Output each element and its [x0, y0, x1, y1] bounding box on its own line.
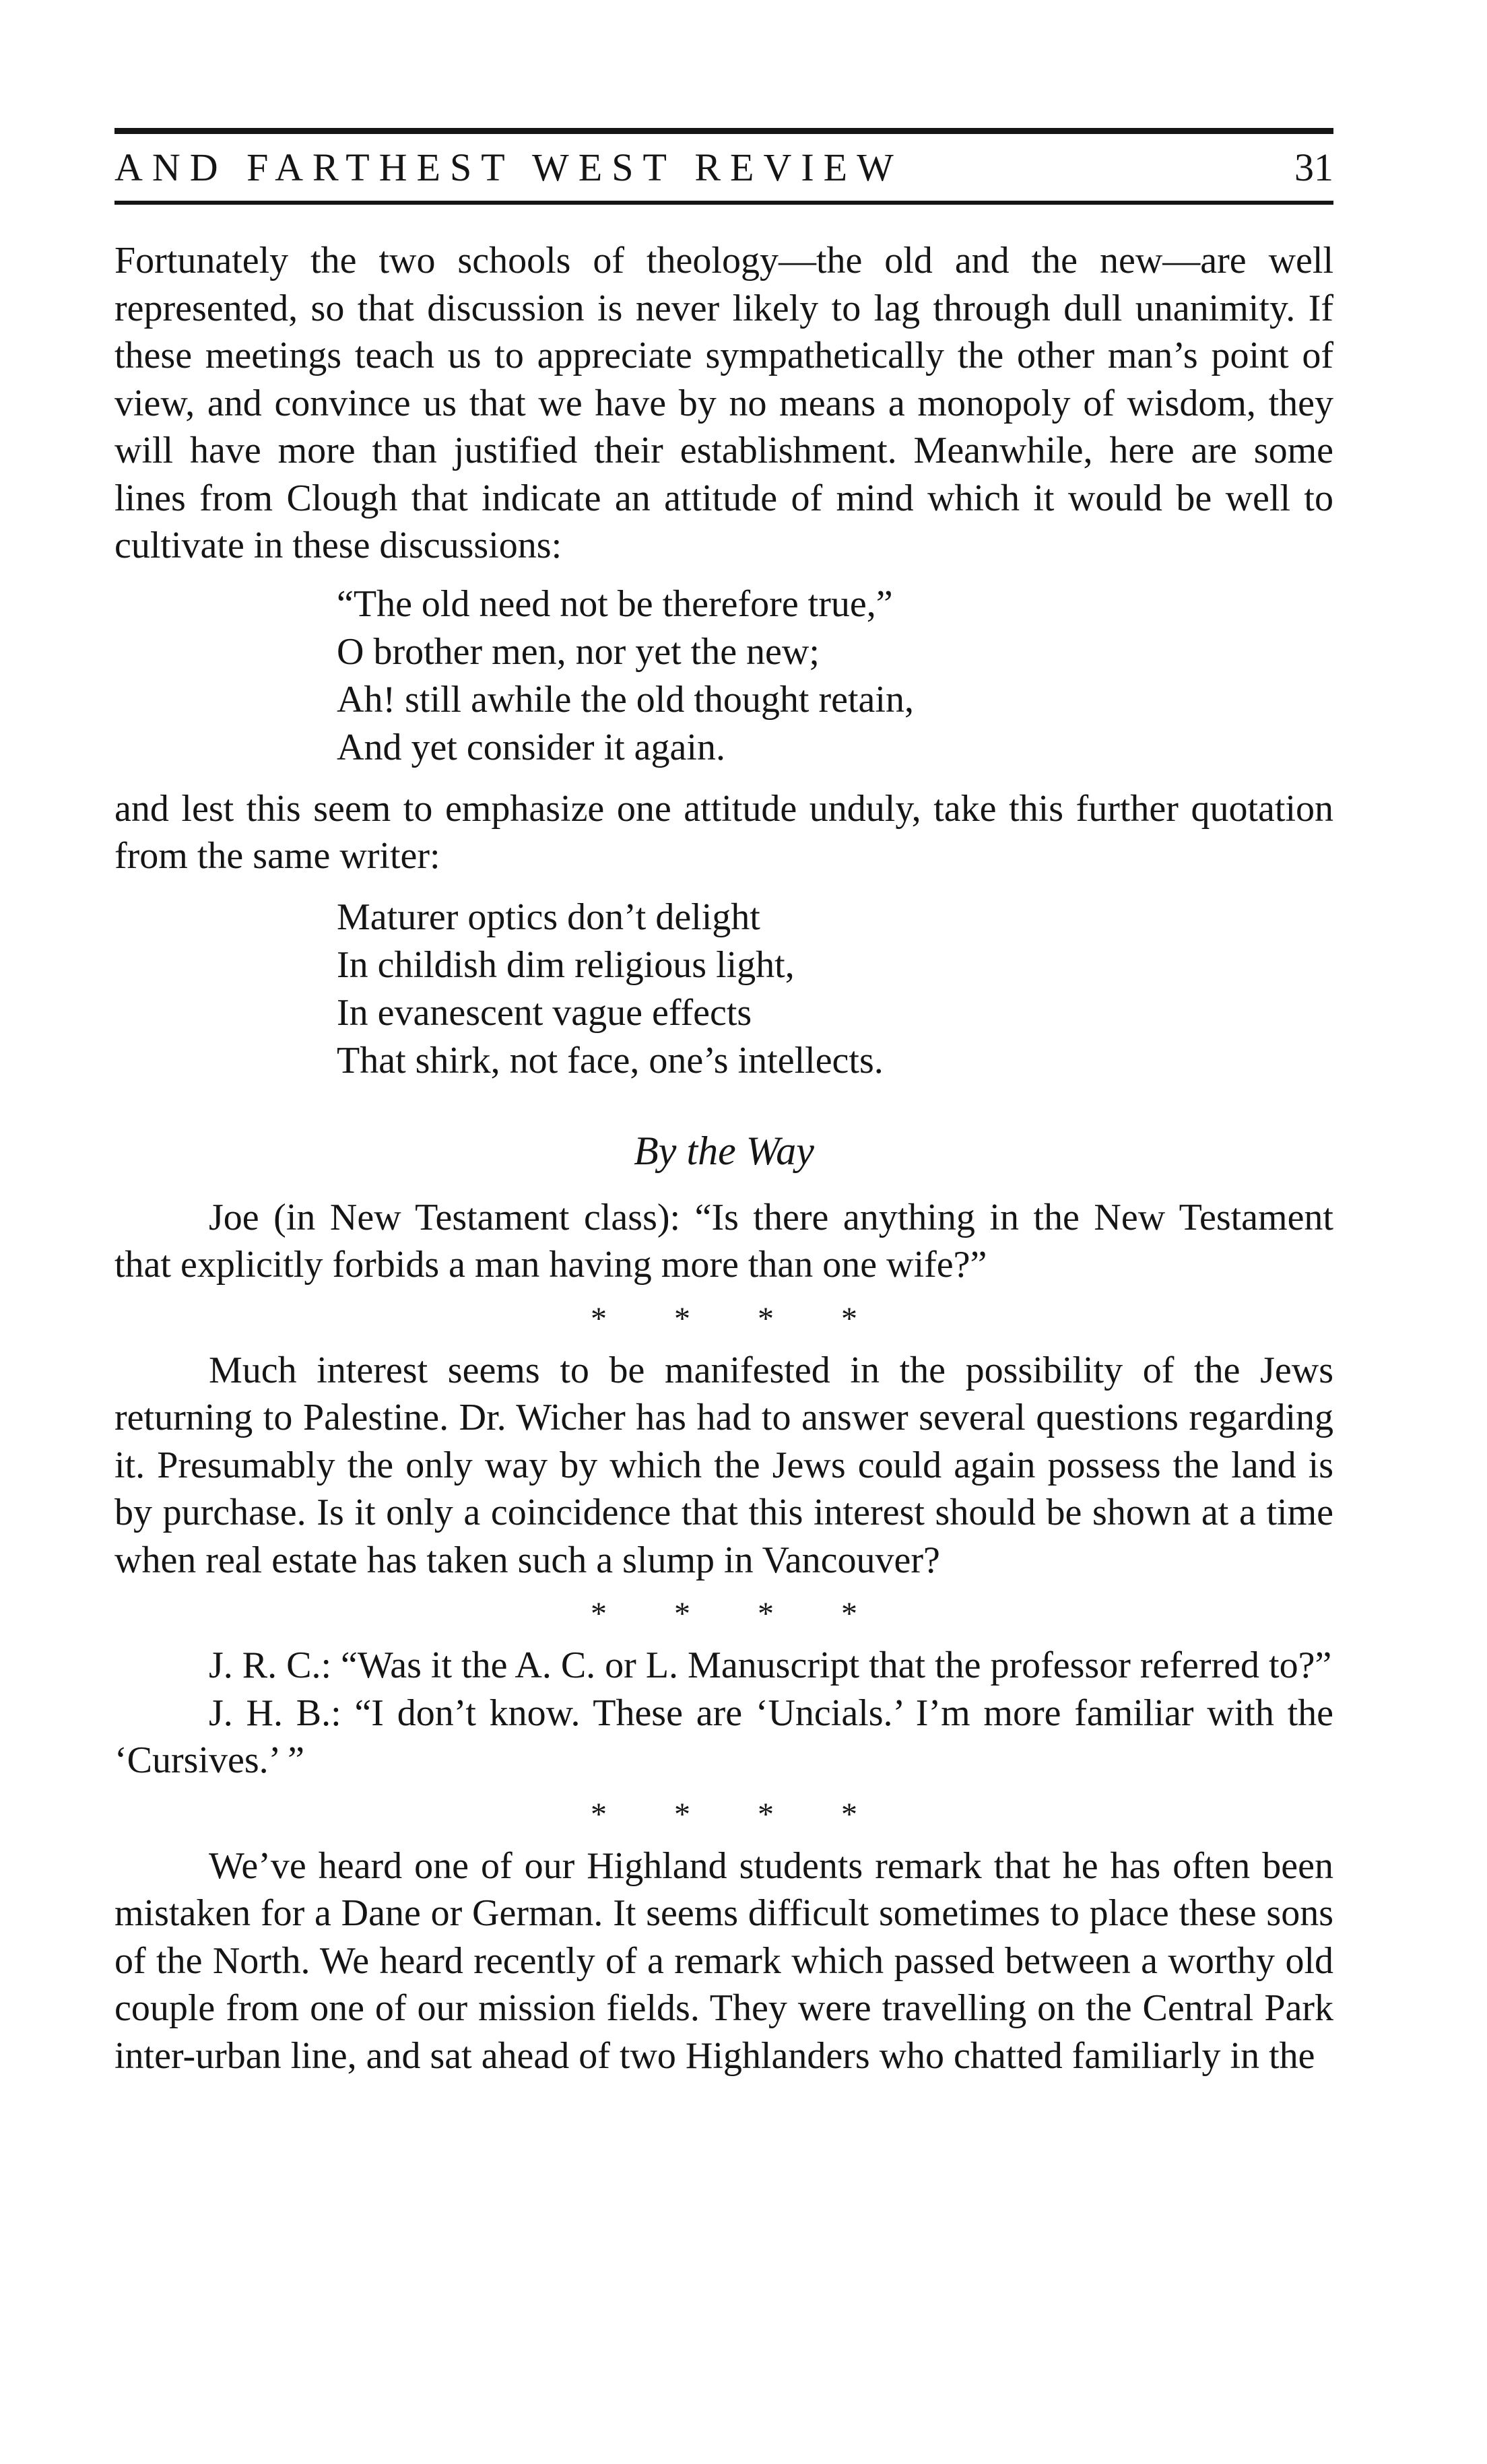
- separator-stars: * * * *: [591, 1596, 887, 1632]
- header-rule-bottom: [114, 201, 1333, 205]
- section-title-by-the-way: By the Way: [634, 1128, 814, 1173]
- item-palestine: Much interest seems to be manifested in the possibility of the Jews returning to Palestine. Dr. Wicher has had to answer several questions regarding it. Presumably the only way by which the Jews could again possess the land is by purchase. Is it only a coincidence that this interest should be shown at a time when real estate has taken such a slump in Vancouver?: [114, 1349, 1333, 1581]
- paragraph-theology: Fortunately the two schools of theology—the old and the new—are well represented, so that discussion is never likely to lag through dull unanimity. If these meetings teach us to appreciate sympathetically the other man’s point of view, and convince us that we have by no means a monopoly of wisdom, they will have more than justified their establishment. Meanwhile, here are some lines from Clough that indicate an attitude of mind which it would be well to cultivate in these discussions:: [114, 240, 1333, 566]
- separator-stars: * * * *: [591, 1796, 887, 1832]
- page-number: 31: [1294, 145, 1333, 189]
- journal-page: [114, 0, 1333, 2464]
- page-content: [114, 237, 1333, 2079]
- item-manuscript-answer: J. H. B.: “I don’t know. These are ‘Uncials.’ I’m more familiar with the ‘Cursives.’ ”: [114, 1692, 1333, 1781]
- clough-verse-1: [337, 580, 1333, 772]
- running-header: [114, 137, 1333, 198]
- item-manuscript-question: J. R. C.: “Was it the A. C. or L. Manuscript that the professor referred to?”: [209, 1644, 1332, 1686]
- header-rule-top: [114, 128, 1333, 134]
- verse-line: Maturer optics don’t delight: [337, 896, 760, 938]
- item-new-testament-class: Joe (in New Testament class): “Is there anything in the New Testament that explicitly forbids a man having more than one wife?”: [114, 1196, 1333, 1286]
- clough-verse-2: [337, 894, 1333, 1085]
- verse-line: Ah! still awhile the old thought retain,: [337, 678, 914, 721]
- separator-stars: * * * *: [591, 1300, 887, 1337]
- paragraph-further-quotation: and lest this seem to emphasize one attitude unduly, take this further quotation from the same writer:: [114, 787, 1333, 877]
- verse-line: In childish dim religious light,: [337, 943, 795, 986]
- verse-line: O brother men, nor yet the new;: [337, 630, 820, 673]
- verse-line: That shirk, not face, one’s intellects.: [337, 1039, 884, 1081]
- verse-line: In evanescent vague effects: [337, 991, 752, 1034]
- running-title: AND FARTHEST WEST REVIEW: [114, 145, 903, 189]
- item-highland-students: We’ve heard one of our Highland students remark that he has often been mistaken for a Dane or German. It seems difficult sometimes to place these sons of the North. We heard recently of a remark which passed between a worthy old couple from one of our mission fields. They were travelling on the Central Park inter-urban line, and sat ahead of two Highlanders who chatted familiarly in the: [114, 1844, 1333, 2077]
- verse-line: “The old need not be therefore true,”: [337, 582, 893, 625]
- verse-line: And yet consider it again.: [337, 726, 725, 768]
